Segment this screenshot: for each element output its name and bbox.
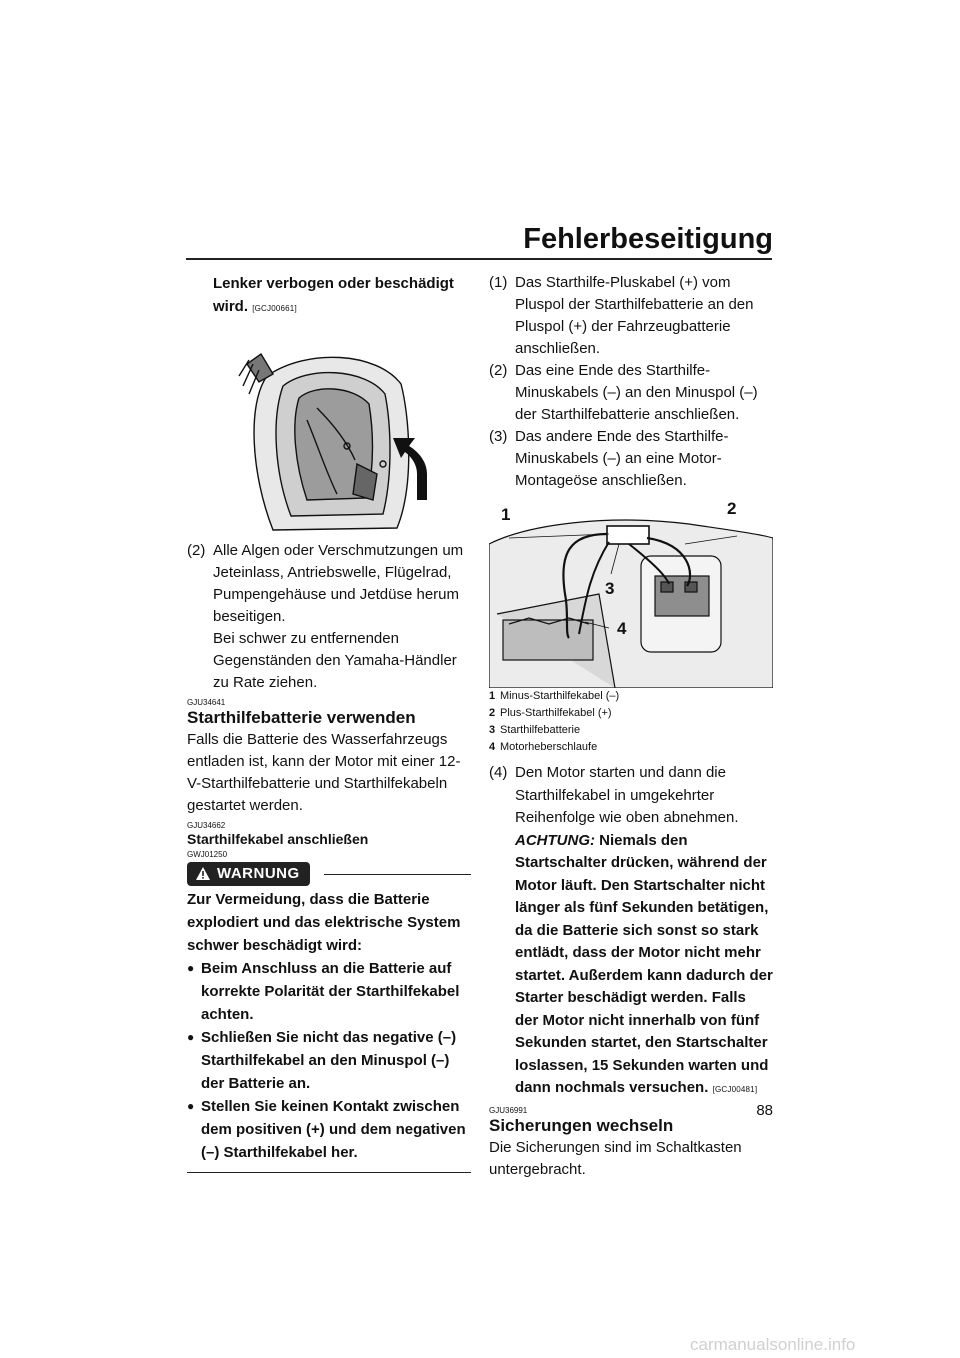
section-3-id: GJU36991 xyxy=(489,1105,528,1115)
warning-bullet xyxy=(187,1026,471,1095)
warning-label: WARNUNG xyxy=(217,865,300,882)
legend-item: 3 Starthilfebatterie xyxy=(489,724,581,736)
intro-code: [GCJ00661] xyxy=(252,304,297,313)
section-3-heading: Sicherungen wechseln xyxy=(489,1115,674,1135)
step-text: Das eine Ende des Starthilfe-Minuskabels (–) an den Minuspol (–) der Starthilfebatterie anschließen. xyxy=(515,362,758,423)
figure-legend xyxy=(489,688,773,756)
warning-rule xyxy=(324,874,471,875)
bullet-dot-icon: ● xyxy=(187,961,195,975)
figure-callout-4: 4 xyxy=(617,619,627,638)
warning-bullet xyxy=(187,1095,471,1164)
figure-callout-2: 2 xyxy=(727,499,737,518)
warning-bullet xyxy=(187,957,471,1026)
right-column xyxy=(489,272,773,1181)
intro-warning-text xyxy=(187,272,471,320)
warning-badge xyxy=(187,862,310,886)
jump-start-illustration xyxy=(489,499,773,688)
title-rule xyxy=(186,258,772,260)
step-1 xyxy=(489,272,773,360)
step-number: (3) xyxy=(489,428,508,445)
section-3-body: Die Sicherungen sind im Schaltkasten untergebracht. xyxy=(489,1138,742,1178)
warning-end-rule xyxy=(187,1172,471,1173)
section-2-heading: Starthilfekabel anschließen xyxy=(187,831,369,847)
warning-bullet-text: Stellen Sie keinen Kontakt zwischen dem positiven (+) und dem negativen (–) Starthilfekabel her. xyxy=(201,1098,466,1161)
step-number: (1) xyxy=(489,274,508,291)
step-2-text-2: Bei schwer zu entfernenden Gegenständen den Yamaha-Händler zu Rate ziehen. xyxy=(213,630,457,691)
step-text: Das Starthilfe-Pluskabel (+) vom Pluspol der Starthilfebatterie an den Pluspol (+) der Fahrzeugbatterie anschließen. xyxy=(515,274,754,357)
step-2 xyxy=(187,540,471,628)
figure-callout-3: 3 xyxy=(605,579,615,598)
warning-id: GWJ01250 xyxy=(187,850,228,859)
warning-triangle-icon xyxy=(195,866,211,882)
warning-bullet-text: Schließen Sie nicht das negative (–) Starthilfekabel an den Minuspol (–) der Batterie an. xyxy=(201,1029,457,1092)
watermark-image xyxy=(0,1330,960,1358)
warning-bullet-text: Beim Anschluss an die Batterie auf korrekte Polarität der Starthilfekabel achten. xyxy=(201,960,460,1023)
warning-header xyxy=(187,862,471,886)
step-2-number: (2) xyxy=(187,542,206,559)
section-1-body: Falls die Batterie des Wasserfahrzeugs entladen ist, kann der Motor mit einer 12-V-Starthilfebatterie und Starthilfekabeln gestartet werden. xyxy=(187,731,461,814)
warning-intro: Zur Vermeidung, dass die Batterie explodiert und das elektrische System schwer beschädigt wird: xyxy=(187,891,461,954)
page-number: 88 xyxy=(756,1102,773,1119)
bullet-dot-icon: ● xyxy=(187,1099,195,1113)
page-title: Fehlerbeseitigung xyxy=(523,223,773,255)
step-4-warning: Niemals den Startschalter drücken, während der Motor läuft. Den Startschalter nicht länger als fünf Sekunden betätigen, da die Batterie sich sonst so stark entlädt, dass der Motor nicht mehr startet. Außerdem kann dadurch der Starter beschädigt werden. Falls der Motor nicht innerhalb von fünf Sekunden startet, den Startschalter loslassen, 15 Sekunden warten und dann nochmals versuchen. xyxy=(515,831,773,1096)
legend-item: 1 Minus-Starthilfekabel (–) xyxy=(489,690,620,702)
figure-callout-1: 1 xyxy=(501,505,511,524)
step-4 xyxy=(489,762,773,1102)
step-2-text: Alle Algen oder Verschmutzungen um Jeteinlass, Antriebswelle, Flügelrad, Pumpengehäuse und Jetdüse herum beseitigen. xyxy=(213,542,464,625)
step-4-code: [GCJ00481] xyxy=(712,1085,758,1094)
section-1-heading: Starthilfebatterie verwenden xyxy=(187,708,416,727)
legend-item: 2 Plus-Starthilfekabel (+) xyxy=(489,707,612,719)
svg-text:carmanualsonline.info: carmanualsonline.info xyxy=(690,1335,856,1354)
step-2-right xyxy=(489,360,773,426)
section-1-id: GJU34641 xyxy=(187,698,226,707)
step-number: (2) xyxy=(489,362,508,379)
step-text: Das andere Ende des Starthilfe-Minuskabels (–) an eine Motor-Montageöse anschließen. xyxy=(515,428,729,489)
step-4-text: Den Motor starten und dann die Starthilfekabel in umgekehrter Reihenfolge wie oben abnehmen. xyxy=(515,764,739,826)
bullet-dot-icon: ● xyxy=(187,1030,195,1044)
jetski-hull-illustration xyxy=(187,324,471,536)
legend-item: 4 Motorheberschlaufe xyxy=(489,741,598,753)
step-4-number: (4) xyxy=(489,764,508,781)
left-column xyxy=(187,272,471,1173)
section-2-id: GJU34662 xyxy=(187,821,226,830)
intro-bold: Lenker verbogen oder beschädigt wird. xyxy=(213,275,454,315)
achtung-label: ACHTUNG: xyxy=(515,831,595,849)
step-3 xyxy=(489,426,773,492)
